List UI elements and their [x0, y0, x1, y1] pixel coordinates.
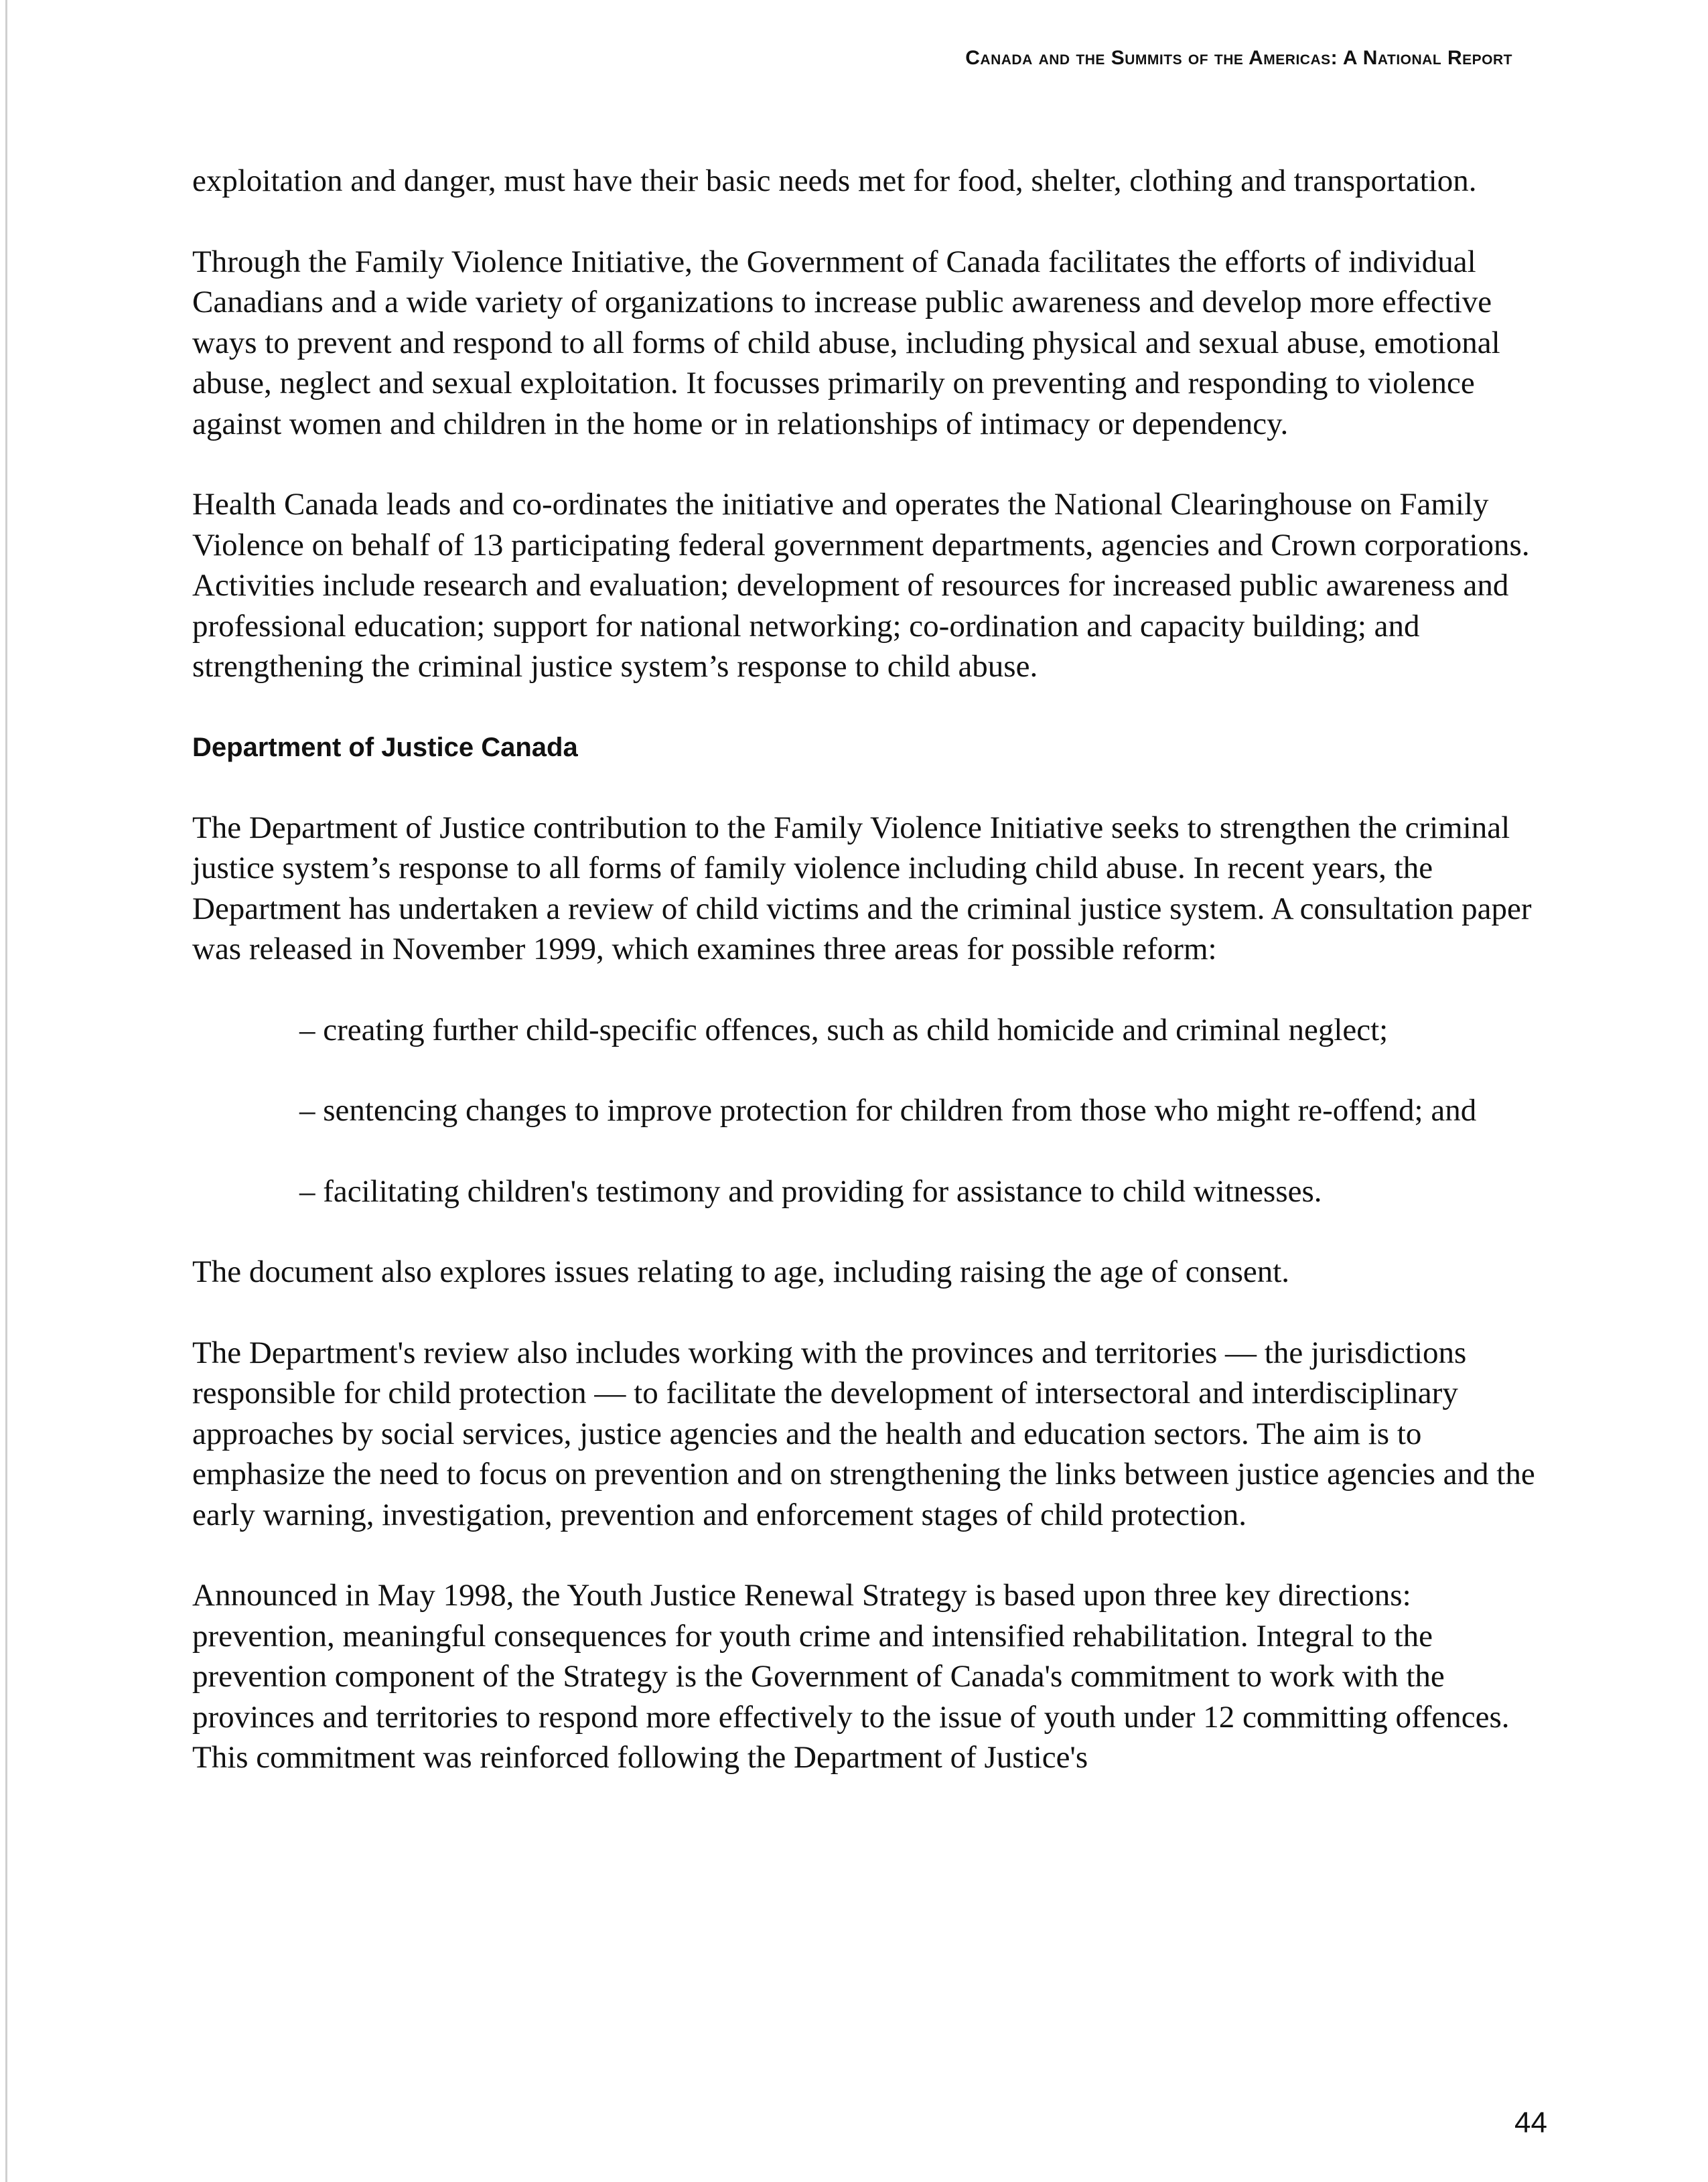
paragraph-youth-justice: Announced in May 1998, the Youth Justice Renewal Strategy is based upon three key directions: prevention, meaningful consequences for youth crime and intensified rehabilitation. Integral to the prevention component of the Strategy is the Government of Canada's commitment to work with the provinces and territories to respond more effectively to the issue of youth under 12 committing offences. This commitment was reinforced following the Department of Justice's [192, 1578, 1510, 1775]
list-item: – sentencing changes to improve protection for children from those who might re-offend; and [299, 1093, 1477, 1128]
scan-edge-line [5, 0, 7, 2182]
list-item: – facilitating children's testimony and providing for assistance to child witnesses. [299, 1173, 1322, 1209]
paragraph-age-of-consent: The document also explores issues relating to age, including raising the age of consent. [192, 1254, 1290, 1289]
paragraph-family-violence-initiative: Through the Family Violence Initiative, the Government of Canada facilitates the efforts of individual Canadians and a wide variety of organizations to increase public awareness and develop more effective ways to prevent and respond to all forms of child abuse, including physical and sexual abuse, emotional abuse, neglect and sexual exploitation. It focusses primarily on preventing and responding to violence against women and children in the home or in relationships of intimacy or dependency. [192, 244, 1500, 441]
running-header: Canada and the Summits of the Americas: A National Report [965, 47, 1512, 69]
list-item: – creating further child-specific offences, such as child homicide and criminal neglect; [299, 1012, 1389, 1047]
page-number: 44 [1514, 2106, 1547, 2139]
paragraph-continuation: exploitation and danger, must have their basic needs met for food, shelter, clothing and transportation. [192, 163, 1477, 198]
paragraph-health-canada: Health Canada leads and co-ordinates the initiative and operates the National Clearinghouse on Family Violence on behalf of 13 participating federal government departments, agencies and Crown corporations. Activities include research and evaluation; development of resources for increased public awareness and professional education; support for national networking; co-ordination and capacity building; and strengthening the criminal justice system’s response to child abuse. [192, 487, 1530, 684]
section-heading: Department of Justice Canada [192, 732, 578, 762]
reform-list [192, 1010, 1539, 1212]
paragraph-justice-contribution: The Department of Justice contribution to the Family Violence Initiative seeks to strengthen the criminal justice system’s response to all forms of family violence including child abuse. In recent years, the Department has undertaken a review of child victims and the criminal justice system. A consultation paper was released in November 1999, which examines three areas for possible reform: [192, 810, 1532, 966]
paragraph-department-review: The Department's review also includes working with the provinces and territories — the jurisdictions responsible for child protection — to facilitate the development of intersectoral and interdisciplinary approaches by social services, justice agencies and the health and education sectors. The aim is to emphasize the need to focus on prevention and on strengthening the links between justice agencies and the early warning, investigation, prevention and enforcement stages of child protection. [192, 1335, 1535, 1532]
body-text [192, 161, 1539, 1818]
